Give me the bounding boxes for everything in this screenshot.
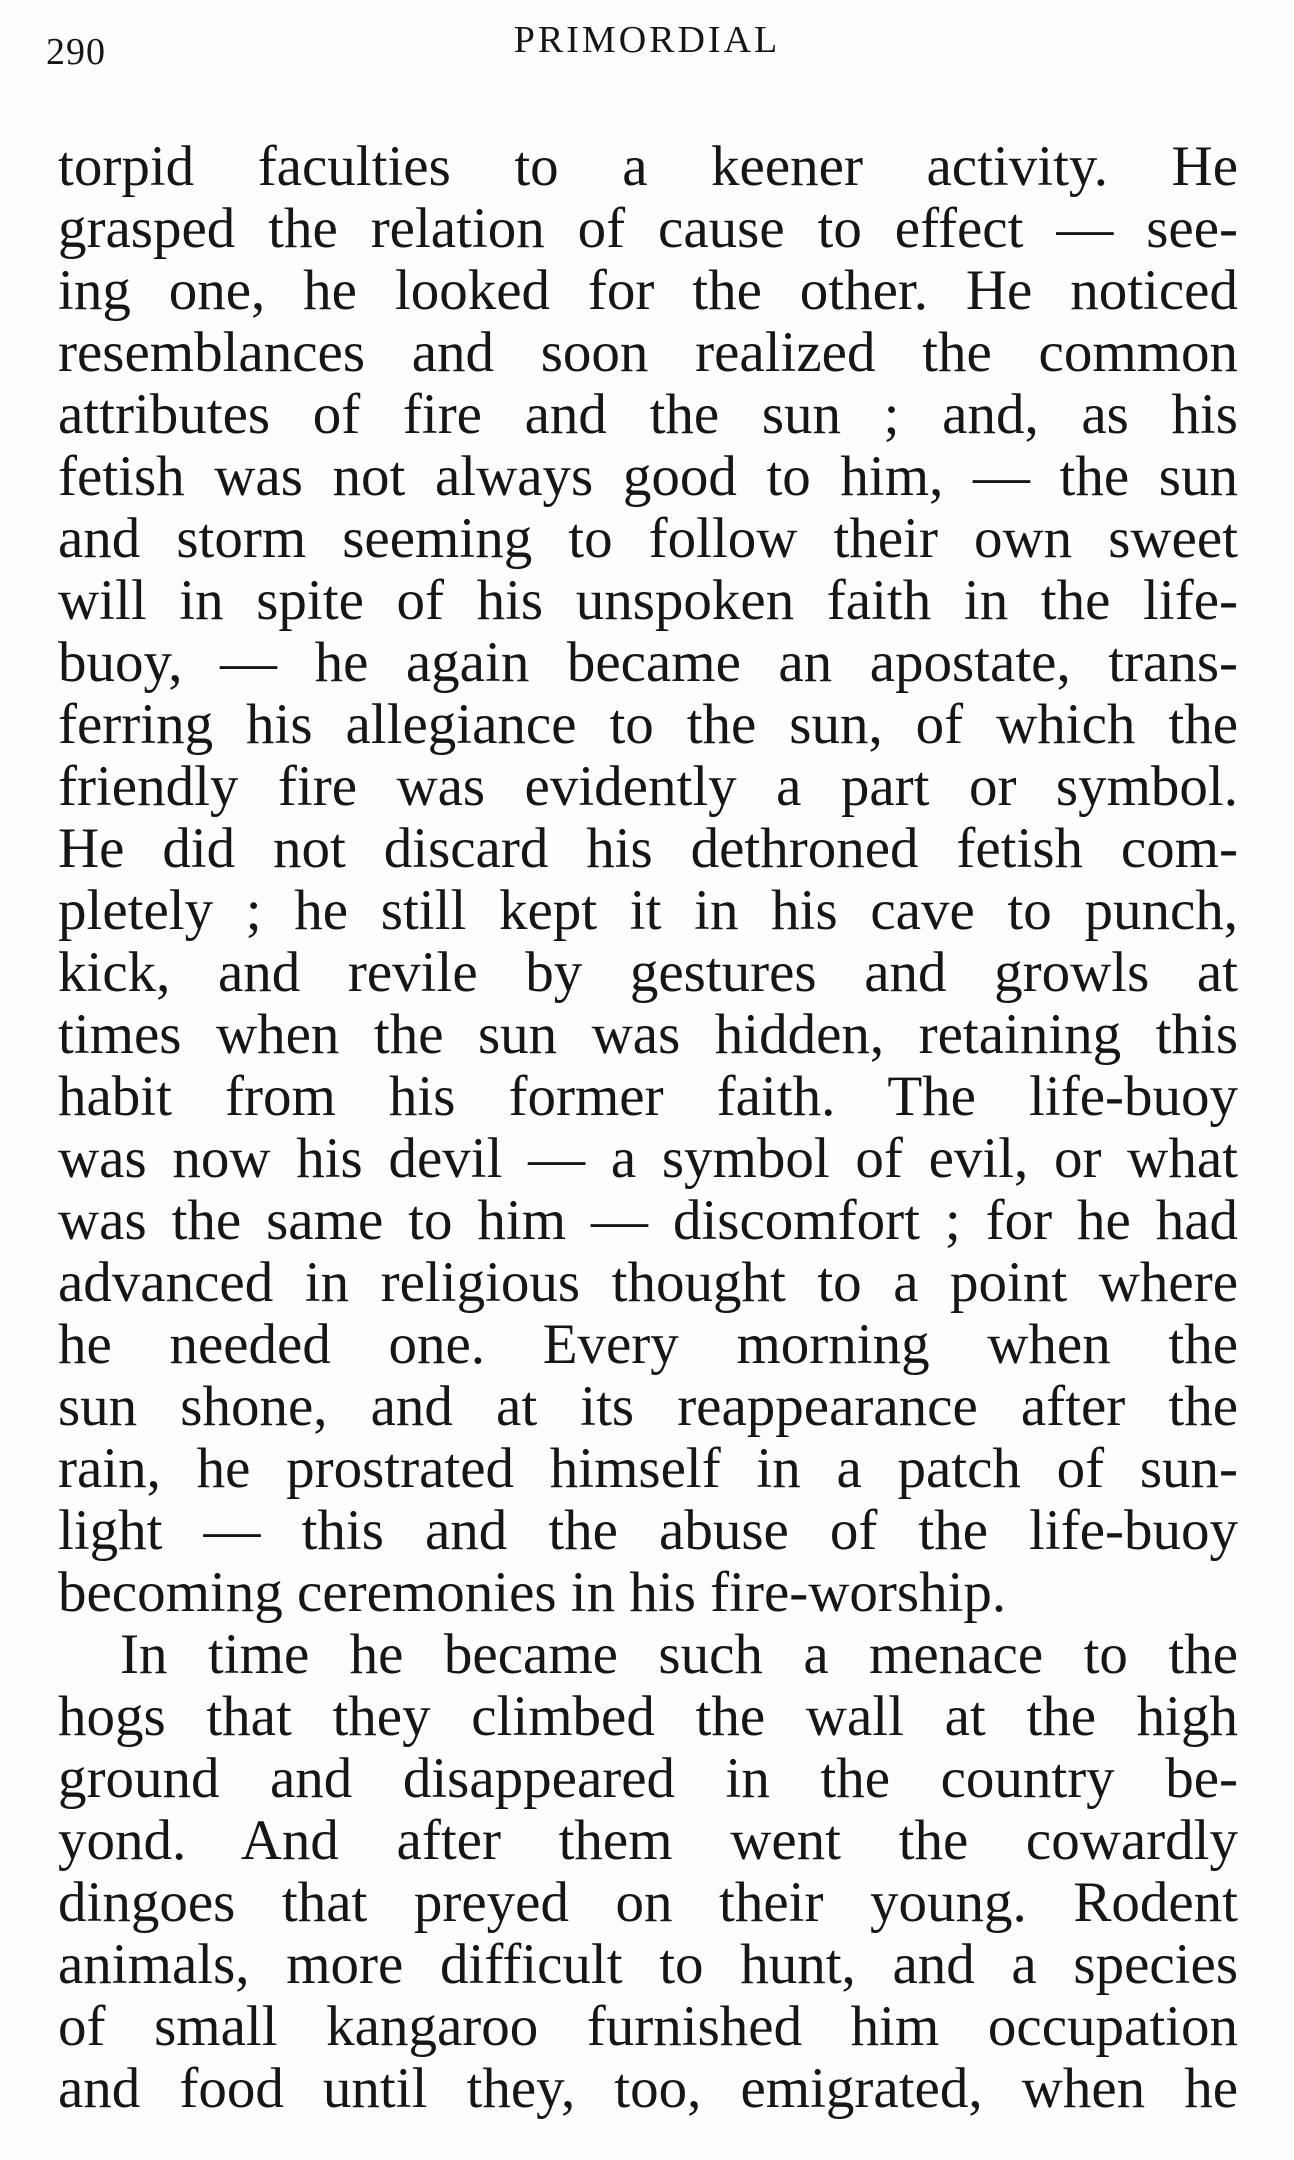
text-line: was now his devil — a symbol of evil, or what bbox=[58, 1127, 1238, 1190]
text-line: and food until they, too, emigrated, when he bbox=[58, 2057, 1238, 2120]
running-head: PRIMORDIAL bbox=[513, 19, 781, 61]
text-line: attributes of fire and the sun ; and, as his bbox=[58, 383, 1238, 446]
text-line: times when the sun was hidden, retaining this bbox=[58, 1003, 1238, 1066]
text-line: was the same to him — discomfort ; for he had bbox=[58, 1189, 1238, 1252]
text-line: friendly fire was evidently a part or symbol. bbox=[58, 755, 1238, 818]
paragraph-1 bbox=[58, 136, 1238, 1624]
text-line: grasped the relation of cause to effect — see- bbox=[58, 197, 1238, 260]
text-line: He did not discard his dethroned fetish com- bbox=[58, 817, 1238, 880]
text-line: hogs that they climbed the wall at the high bbox=[58, 1685, 1238, 1748]
text-line: In time he became such a menace to the bbox=[120, 1623, 1238, 1686]
text-line: yond. And after them went the cowardly bbox=[58, 1809, 1238, 1872]
text-line: torpid faculties to a keener activity. He bbox=[58, 135, 1238, 198]
text-line: fetish was not always good to him, — the sun bbox=[58, 445, 1238, 508]
text-line: of small kangaroo furnished him occupation bbox=[58, 1995, 1238, 2058]
text-line: rain, he prostrated himself in a patch of sun- bbox=[58, 1437, 1238, 1500]
page-number: 290 bbox=[46, 31, 106, 73]
text-line: pletely ; he still kept it in his cave to punch, bbox=[58, 879, 1238, 942]
text-line: ferring his allegiance to the sun, of which the bbox=[58, 693, 1238, 756]
text-line: ing one, he looked for the other. He noticed bbox=[58, 259, 1238, 322]
text-line: sun shone, and at its reappearance after the bbox=[58, 1375, 1238, 1438]
text-line: light — this and the abuse of the life-buoy bbox=[58, 1499, 1238, 1562]
text-line: advanced in religious thought to a point where bbox=[58, 1251, 1238, 1314]
text-line: he needed one. Every morning when the bbox=[58, 1313, 1238, 1376]
text-line: animals, more difficult to hunt, and a species bbox=[58, 1933, 1238, 1996]
text-line: will in spite of his unspoken faith in the life- bbox=[58, 569, 1238, 632]
body-text bbox=[58, 136, 1238, 2120]
text-line: ground and disappeared in the country be- bbox=[58, 1747, 1238, 1810]
text-line: resemblances and soon realized the common bbox=[58, 321, 1238, 384]
paragraph-2 bbox=[58, 1624, 1238, 2120]
text-line: dingoes that preyed on their young. Rodent bbox=[58, 1871, 1238, 1934]
text-line: habit from his former faith. The life-buoy bbox=[58, 1065, 1238, 1128]
text-line: and storm seeming to follow their own sweet bbox=[58, 507, 1238, 570]
text-line: kick, and revile by gestures and growls at bbox=[58, 941, 1238, 1004]
text-line: becoming ceremonies in his fire-worship. bbox=[58, 1561, 1007, 1624]
text-line: buoy, — he again became an apostate, trans- bbox=[58, 631, 1238, 694]
